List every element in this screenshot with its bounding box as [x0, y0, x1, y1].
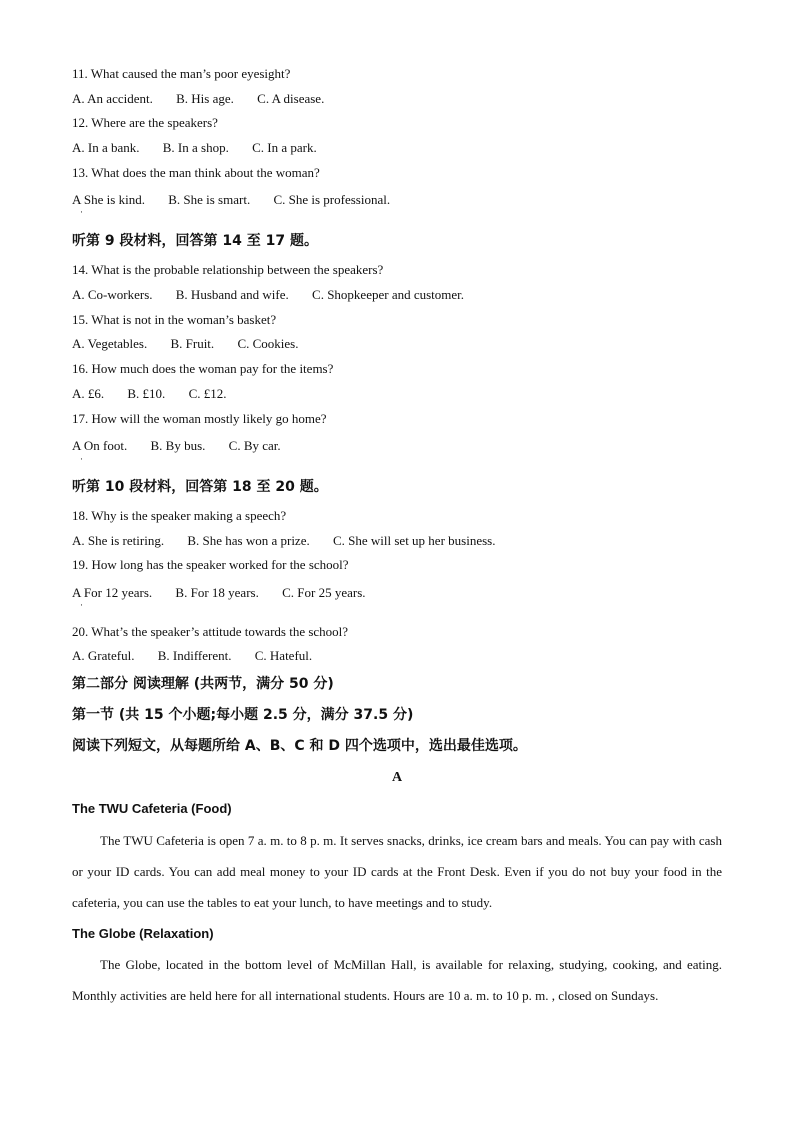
- section-10-heading: 听第 10 段材料，回答第 18 至 20 题。: [72, 479, 328, 495]
- question-16: 16. How much does the woman pay for the items?: [72, 361, 334, 376]
- question-13-options: [72, 192, 390, 208]
- stray-dot: ·: [80, 600, 83, 610]
- option-c: C. For 25 years.: [282, 585, 366, 600]
- globe-paragraph: The Globe, located in the bottom level of McMillan Hall, is available for relaxing, studying, cooking, and eating. Monthly activities are held here for all international students. Hours are 10 a. m. to 10 p. m. , closed on Sundays.: [72, 957, 722, 1003]
- question-12: 12. Where are the speakers?: [72, 115, 218, 130]
- question-17: 17. How will the woman mostly likely go home?: [72, 411, 327, 426]
- option-b: B. By bus.: [150, 438, 206, 453]
- part-two-title: 第二部分 阅读理解 (共两节，满分 50 分): [72, 676, 334, 692]
- option-a: A. £6.: [72, 386, 105, 401]
- passage-letter: A: [391, 770, 403, 785]
- option-c: C. In a park.: [252, 140, 317, 155]
- option-a: A On foot.: [72, 438, 128, 453]
- question-19-options: [72, 585, 366, 601]
- option-c: C. Cookies.: [237, 336, 299, 351]
- option-b: B. Husband and wife.: [175, 287, 289, 302]
- question-14: 14. What is the probable relationship between the speakers?: [72, 262, 384, 277]
- option-c: C. A disease.: [257, 91, 325, 106]
- question-20-options: [72, 648, 312, 664]
- option-a: A. She is retiring.: [72, 533, 165, 548]
- reading-instruction: 阅读下列短文，从每题所给 A、B、C 和 D 四个选项中，选出最佳选项。: [72, 738, 527, 754]
- question-13: 13. What does the man think about the woman?: [72, 165, 320, 180]
- option-a: A For 12 years.: [72, 585, 153, 600]
- globe-heading: The Globe (Relaxation): [72, 926, 214, 941]
- question-18-options: [72, 533, 495, 549]
- option-b: B. She is smart.: [168, 192, 251, 207]
- option-b: B. In a shop.: [162, 140, 229, 155]
- question-15-options: [72, 336, 298, 352]
- question-18: 18. Why is the speaker making a speech?: [72, 508, 287, 523]
- question-12-options: [72, 140, 317, 156]
- question-15: 15. What is not in the woman’s basket?: [72, 312, 277, 327]
- option-a: A She is kind.: [72, 192, 145, 207]
- section-one-title: 第一节 (共 15 个小题;每小题 2.5 分，满分 37.5 分): [72, 707, 414, 723]
- option-b: B. Indifferent.: [157, 648, 232, 663]
- option-a: A. In a bank.: [72, 140, 140, 155]
- question-20: 20. What’s the speaker’s attitude towards the school?: [72, 624, 349, 639]
- question-11-options: [72, 91, 324, 107]
- question-19: 19. How long has the speaker worked for the school?: [72, 557, 349, 572]
- option-c: C. By car.: [228, 438, 281, 453]
- option-c: C. She will set up her business.: [332, 533, 496, 548]
- option-b: B. £10.: [127, 386, 166, 401]
- question-17-options: [72, 438, 281, 454]
- section-9-heading: 听第 9 段材料，回答第 14 至 17 题。: [72, 233, 318, 249]
- question-11: 11. What caused the man’s poor eyesight?: [72, 66, 291, 81]
- cafeteria-heading: The TWU Cafeteria (Food): [72, 801, 232, 816]
- option-b: B. She has won a prize.: [187, 533, 310, 548]
- question-14-options: [72, 287, 464, 303]
- option-c: C. She is professional.: [273, 192, 391, 207]
- option-a: A. An accident.: [72, 91, 153, 106]
- option-a: A. Grateful.: [72, 648, 135, 663]
- option-c: C. Shopkeeper and customer.: [312, 287, 465, 302]
- option-b: B. Fruit.: [170, 336, 215, 351]
- question-16-options: [72, 386, 226, 402]
- option-c: C. Hateful.: [254, 648, 313, 663]
- cafeteria-paragraph: The TWU Cafeteria is open 7 a. m. to 8 p. m. It serves snacks, drinks, ice cream bars and meals. You can pay with cash or your ID cards. You can add meal money to your ID cards at the Front Desk. Even if you do not buy your food in the cafeteria, you can use the tables to eat your lunch, to have meetings and to study.: [72, 833, 722, 910]
- option-c: C. £12.: [188, 386, 227, 401]
- stray-dot: ·: [80, 207, 83, 217]
- stray-dot: ·: [80, 454, 83, 464]
- option-a: A. Vegetables.: [72, 336, 148, 351]
- option-b: B. For 18 years.: [175, 585, 259, 600]
- option-a: A. Co-workers.: [72, 287, 153, 302]
- option-b: B. His age.: [176, 91, 234, 106]
